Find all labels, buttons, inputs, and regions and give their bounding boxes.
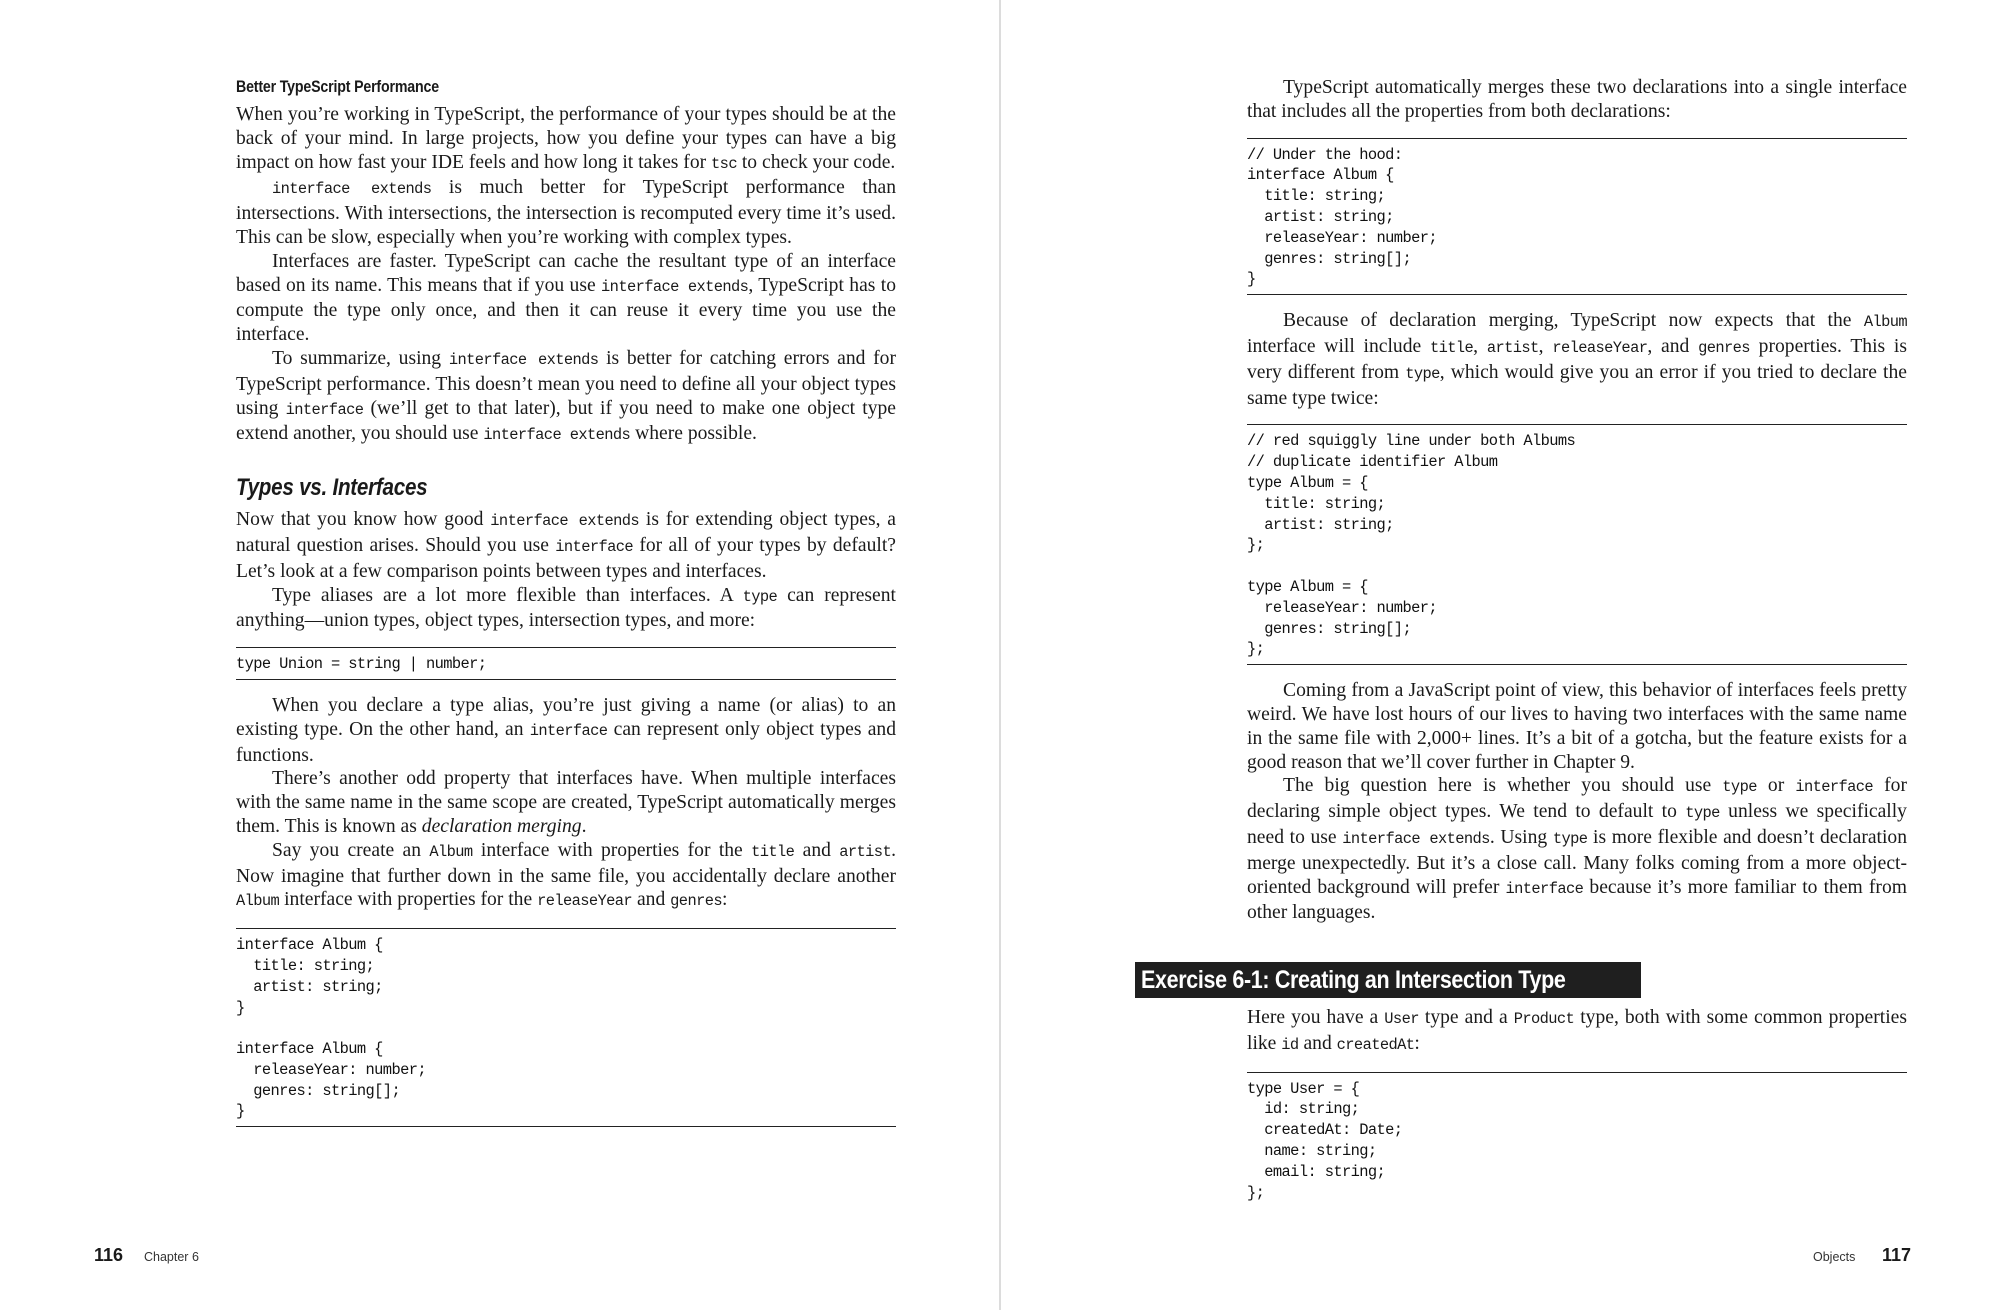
paragraph: When you declare a type alias, you’re just giving a name (or alias) to an existing type. On the other hand, an interface can represent only object types and functions. xyxy=(236,694,896,766)
code-block: type User = { id: string; createdAt: Date; name: string; email: string; }; xyxy=(1247,1072,1907,1208)
right-column xyxy=(1247,76,1907,925)
left-page xyxy=(0,0,999,1310)
page-number: 117 xyxy=(1882,1245,1912,1265)
paragraph: There’s another odd property that interfaces have. When multiple interfaces with the same name in the same scope are created, TypeScript automatically merges them. This is known as declaration merging. xyxy=(236,768,896,837)
code-block: interface Album { title: string; artist: string; } interface Album { releaseYear: number; genres: string[]; } xyxy=(236,928,896,1127)
exercise-heading: Exercise 6-1: Creating an Intersection Type xyxy=(1135,962,1641,998)
left-column xyxy=(236,78,896,1141)
page-number: 116 xyxy=(94,1245,124,1265)
right-page xyxy=(1001,0,2002,1310)
paragraph: To summarize, using interface extends is better for catching errors and for TypeScript performance. This doesn’t mean you need to define all your object types using interface (we’ll get to that later), but if you need to make one object type extend another, you should use interface extends where possible. xyxy=(236,347,897,445)
exercise-column xyxy=(1247,1006,1907,1221)
paragraph: Coming from a JavaScript point of view, this behavior of interfaces feels pretty weird. We have lost hours of our lives to having two interfaces with the same name in the same file with 2,000+ lines. It’s a bit of a gotcha, but the feature exists for a good reason that we’ll cover further in Chapter 9. xyxy=(1247,680,1907,773)
running-footer: Chapter 6 xyxy=(144,1250,199,1264)
paragraph: Say you create an Album interface with properties for the title and artist. Now imagine that further down in the same file, you accidentally declare another Album interface with properties for the releaseYear and genres: xyxy=(236,839,896,911)
paragraph: Type aliases are a lot more flexible than interfaces. A type can represent anything—union types, object types, intersection types, and more: xyxy=(236,584,896,632)
paragraph: Because of declaration merging, TypeScript now expects that the Album interface will include title, artist, releaseYear, and genres properties. This is very different from type, which would give you an error if you tried to declare the same type twice: xyxy=(1247,310,1908,409)
subsection-heading: Better TypeScript Performance xyxy=(236,78,439,96)
paragraph: Here you have a User type and a Product type, both with some common properties like id and createdAt: xyxy=(1247,1007,1907,1054)
code-block: // Under the hood: interface Album { title: string; artist: string; releaseYear: number; genres: string[]; } xyxy=(1247,138,1907,296)
paragraph: The big question here is whether you should use type or interface for declaring simple object types. We tend to default to type unless we specifically need to use interface extends. Using type is more flexible and doesn’t declaration merge unexpectedly. But it’s a close call. Many folks coming from a more object-oriented background will prefer interface because it’s more familiar to them from other languages. xyxy=(1247,775,1908,924)
paragraph: Interfaces are faster. TypeScript can cache the resultant type of an interface based on its name. This means that if you use interface extends, TypeScript has to compute the type only once, and then it can reuse it every time you use the interface. xyxy=(236,250,897,346)
paragraph: TypeScript automatically merges these two declarations into a single interface that includes all the properties from both declarations: xyxy=(1247,77,1907,122)
paragraph: interface extends is much better for TypeScript performance than intersections. With intersections, the intersection is recomputed every time it’s used. This can be slow, especially when you’re working with complex types. xyxy=(236,177,897,248)
section-heading: Types vs. Interfaces xyxy=(236,474,428,502)
code-block: // red squiggly line under both Albums // duplicate identifier Album type Album = { title: string; artist: string; }; type Album = { releaseYear: number; genres: string[]; }; xyxy=(1247,424,1907,665)
paragraph: When you’re working in TypeScript, the performance of your types should be at the back of your mind. In large projects, how you define your types can have a big impact on how fast your IDE feels and how long it takes for tsc to check your code. xyxy=(236,104,896,173)
running-footer: Objects xyxy=(1813,1250,1856,1264)
paragraph: Now that you know how good interface extends is for extending object types, a natural question arises. Should you use interface for all of your types by default? Let’s look at a few comparison points between types and interfaces. xyxy=(236,509,897,582)
code-block: type Union = string | number; xyxy=(236,647,896,680)
